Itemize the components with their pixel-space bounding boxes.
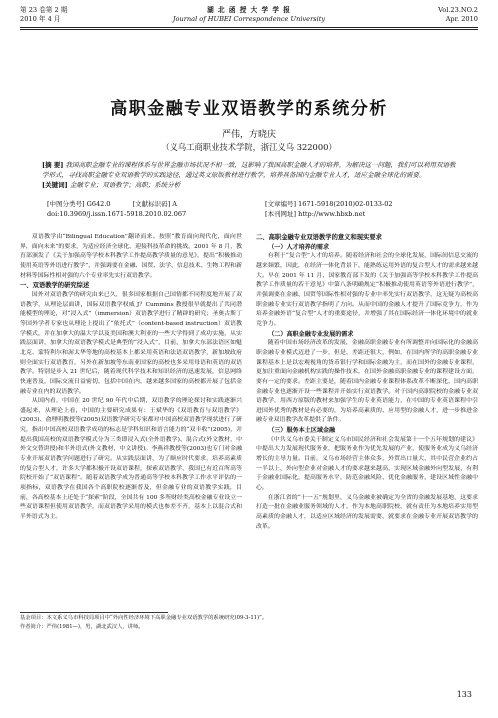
body-column-right: [256, 233, 478, 532]
paragraph: 在浙江省的“十一五”规划里，义乌金融业被确定为全省的金融发展基地，这要求打造一批在金融业服务领域的人才，作为本地高职院校，就有责任为本地培养实用型高素质的金融人才，以适应区域经济的发展需要，就要求在金融专业开展双语教学的改革。: [256, 494, 478, 530]
journal-url: [本刊网址] http://www.hbxb.net: [265, 210, 366, 218]
footnote-rule: [20, 612, 168, 613]
journal-name-cn: 湖 北 函 授 大 学 学 报: [207, 6, 291, 14]
paragraph: 国外对双语教学的研究由来已久，很多国家根据自己国情都不同程度地开展了双语教学，从理论层面讲，国际双语教学权威 J？Cummins 教授很早就提出了共同潜能模型的理论，对“浸入式”（immersion）双语教学进行了精辟的研究；圣奥古斯丁等国外学者专家也从理论上提出了“依托式”（content-based instruction）双语教学模式，并在加拿大的温大学以及美国和澳大利亚的一些大学得到了成功实施，从实践层面讲，加拿大的双语教学模式是典型的“浸入式”，目前，加拿大东部法语区如魁北克、蒙特利尔和渥太华等地的高校基本上都采用英语和法语双语教学，新加坡政府则全面实行双语教育，另外在新加坡等东南亚国家的高校也多采用母语和英语的双语教学。特别是步入 21 世纪后，随着现代科学技术和知识经济的迅速发展，信息网络快速普及，国际交流日益密切，包括中国在内，越来越多国家的高校都开展了包括金融专业在内的双语教学。: [20, 291, 242, 395]
footnotes: [20, 614, 478, 631]
paragraph: 有利于“复合型”人才的培养。随着经济和社会的全球化发展，国际间信息交流的越来频繁，因此，在经济一体化背景下，能熟练运用外语的复合型人才的需求越来越大。早在 2001 年 11 月，国家教育部下发的《关于加强高等学校本科教学工作提高教学工作质量的若干意见》中第八条明确规定“积极推动使用英语等外语进行教学”，并强调要在金融、国贸等国际性相对强的专业中率先实行双语教学，这无疑为高校高职金融专业实行双语教学指明了方向。从而中国的金融人才提升了国际竞争力，作为培养金融外语“复合型”人才的重要途径，并增强了其在国际经济一体化环境中的就业竞争力。: [256, 253, 478, 327]
journal-name: [20, 6, 478, 24]
doi: doi:10.3969/j.issn.1671-5918.2010.02.067: [47, 210, 187, 218]
article-number: [文章编号] 1671-5918(2010)02-0133-02: [265, 200, 393, 208]
author-note: 作者简介：严伟(1981—)，男，湖北武汉人，讲师。: [20, 623, 144, 630]
article-authors: 严伟，方晓庆: [221, 130, 276, 140]
running-header: [20, 6, 478, 26]
issue-date-en: Apr. 2010: [445, 15, 478, 23]
clc-number: [中图分类号] G642.0: [47, 200, 111, 208]
header-rule: [20, 27, 478, 28]
paragraph: 随着中国市场经济改革的发展，金融高职金融专业有所调整并向国际化的金融高职金融专业模式迈进了一步，但是，差距还很大，例如，在国内所学的高职金融专业课程基本上是以宏观视角的货币银行学和国际金融为主，而在国外的金融专业课程，更加注重面向金融机构实践的操作技术，在国外金融高职金融专业的课程建设方面，要有一定的要求。差距主要是，随着国内金融专业课程体系改革不断深化，国内高职金融专业也逐渐开设一些课程并开始实行双语教学。对于国内高职院校的金融专业双语教学，用西方原版的教材来加强学生的专业英语能力，在中国的专业英语课程中引进国外优秀的教材是有必要的，为培养高素质的、应用型的金融人才，进一步推进金融专业双语教学改革提供了条件。: [256, 340, 478, 424]
section-heading: （一）人才培养的需求: [268, 243, 330, 251]
keywords-text: 金融专业；双语教学；高职；系统分析: [69, 181, 181, 189]
paragraph: 从国内看，中国在 20 世纪 90 年代中后期，双语教学的理论探讨和实践逐渐兴盛起来，从理论上看，中国的主要研究成果有：王斌华的《双语教育与双语教学》(2003)、俞理明教授等(2005)双语教学研究专家都对中国高校双语教学现状进行了研究，指出中国高校双语教学成功的标志是学科知识和语言能力的“双丰收”(2005)，并提出我国高校的双语教学模式分为三类即浸入式(全外语教学)、混合式(外文教材，中外文交替讲授)和半外语式(外文教材，中文讲授)。李燕祥教授等(2003)也专门对金融专业开展双语教学问题进行了研究。从实践层面讲，为了顺应时代要求，培养高素质的复合型人才，许多大学都积极开设双语课程，探索双语教学，我国已有近百所高等院校开始了“双语课程”。随着双语教学成为普通高等学校本科教学工作水平评估的一项指标，双语教学在我国各个高职院校逐渐普及，但金融专业的双语教学实践，目前，各高校基本上还处于“探索”阶段，全国共有 100 多所财经类高校金融专业设立一些双语课程但使用双语教学，而双语教学采用的模式也参差不齐，基本上以混合式和半外语式为主。: [20, 398, 242, 521]
issue-date: 2010 年 4 月: [20, 15, 61, 23]
meta-left: [47, 199, 186, 219]
meta-right: [265, 199, 393, 219]
abstract-label: [摘 要]: [42, 161, 64, 169]
paragraph: 《中共义乌市委关于制定义乌市国民经济和社会发展第十一个五年规划的建议》中提出大力发展现代服务业，把服务业作为优先发展的产业，使服务业成为义乌经济增长的主导力量。目前，义乌市场经营主体众多，外贸出口量大，其中民营企业约占一半以上，外向型企业对金融人才的要求越来越高，实现区域金融外向型发展，有利于金融业国际化，提高服务水平，防范金融风险、优化金融服务，建设区域性金融中心。: [256, 436, 478, 492]
section-heading: 二、高职金融专业双语教学的意义和现实要求: [256, 234, 382, 241]
page-number: 133: [456, 690, 472, 699]
paragraph: 双语教学由“Bilingual Education”翻译而来。按照“教育面向现代化，面向世界，面向未来”的要求，为适应经济全球化、迎接科技革命的挑战，2001 年 8 月，教育部颁发了《关于加强高等学校本科教学工作提高教学质量的意见》，提出“积极推动使用英语等外语进行教学”，并强调要在金融、国贸、法学、信息技术、生物工程和新材料等国际性相对强的六个专业率先实行双语教学。: [20, 234, 242, 279]
volume-issue: 第 23 卷第 2 期: [20, 6, 68, 14]
journal-name-en: Journal of HUBEI Correspondence University: [172, 15, 326, 23]
body-column-left: [20, 233, 242, 523]
document-code: [文献标识码] A: [132, 200, 177, 208]
section-heading: （三）服务本土区域金融: [268, 427, 336, 435]
author-affiliation: （义乌工商职业技术学院，浙江义乌 322000）: [161, 142, 337, 152]
volume-issue-en: Vol.23.NO.2: [438, 6, 478, 14]
article-title: 高职金融专业双语教学的系统分析: [110, 99, 388, 119]
abstract: [42, 160, 456, 190]
keywords-label: [关键词]: [42, 181, 68, 189]
issue-info-en: [438, 6, 478, 24]
section-heading: 一、双语教学的研究综述: [20, 282, 90, 290]
funding-note: 基金项目：本文系义乌市科技局项目中“外向性经济环境下高职金融专业双语教学的系统研究(09-3-11)”。: [20, 615, 268, 621]
abstract-text: 我国高职金融专业的课程体系与世界金融市场状况不相一致，这影响了我国高职金融人才的培养。为解决这一问题，我们可以利用双语教学形式，寻找高职金融专业双语教学的实践途径，通过英文原版教材进行教学，培养具备国内金融专业人才，适应金融全球化的需要。: [42, 161, 456, 179]
header-rule-thin: [20, 29, 478, 30]
section-heading: （二）高职金融专业发展的需求: [268, 330, 354, 338]
